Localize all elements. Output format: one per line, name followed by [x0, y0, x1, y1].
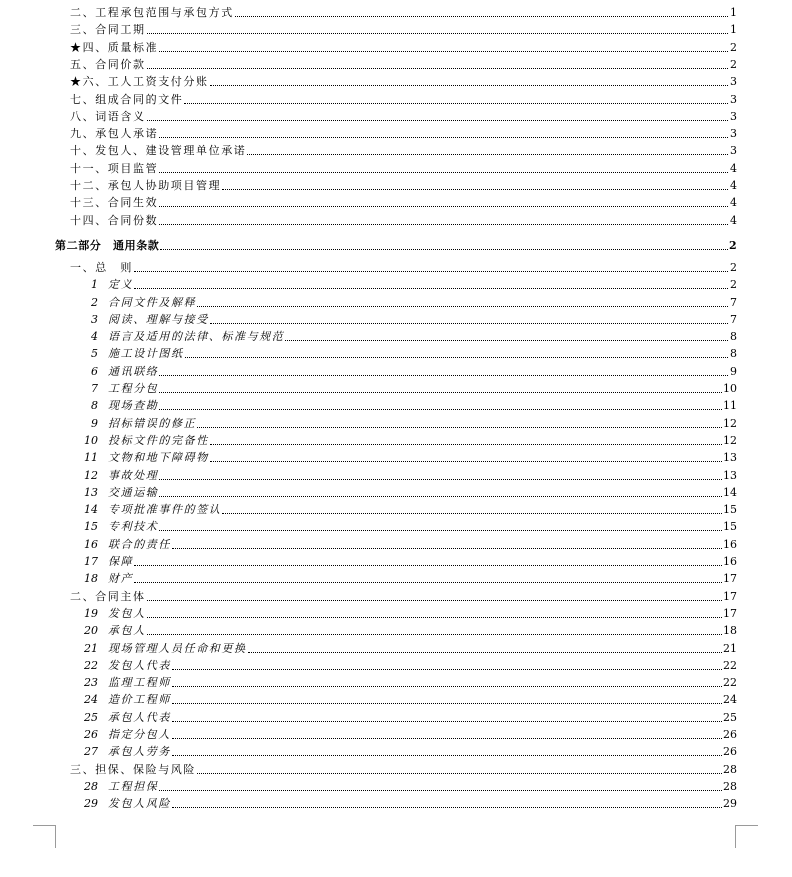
toc-clause-title: 财产	[108, 572, 134, 586]
toc-page-number: 8	[730, 330, 737, 344]
toc-entry-label: 十、发包人、建设管理单位承诺	[70, 144, 247, 158]
dot-leader	[159, 205, 728, 207]
toc-clause-number: 14	[84, 503, 98, 517]
toc-section-entry[interactable]	[70, 91, 737, 106]
toc-page-number: 4	[730, 213, 737, 227]
toc-page-number: 17	[723, 572, 737, 586]
toc-clause-number: 2	[91, 295, 98, 309]
toc-section-entry[interactable]	[70, 177, 737, 192]
toc-entry-label: 二、合同主体	[70, 589, 146, 603]
toc-entry-label	[76, 434, 209, 447]
dot-leader	[159, 223, 728, 225]
dot-leader	[160, 248, 728, 250]
toc-entry-label: 第二部分 通用条款	[55, 238, 160, 252]
dot-leader	[159, 529, 722, 531]
dot-leader	[134, 564, 722, 566]
toc-clause-entry[interactable]	[76, 380, 737, 395]
toc-clause-title: 承包人	[108, 624, 146, 638]
dot-leader	[159, 136, 728, 138]
toc-clause-entry[interactable]	[76, 501, 737, 516]
toc-page-number: 26	[723, 745, 737, 759]
toc-page-number: 10	[723, 382, 737, 395]
dot-leader	[210, 84, 728, 86]
toc-entry-label	[76, 330, 284, 343]
toc-clause-number: 10	[84, 433, 98, 447]
toc-page-number: 16	[723, 555, 737, 568]
dot-leader	[210, 322, 728, 324]
toc-clause-entry[interactable]	[76, 570, 737, 585]
dot-leader	[172, 685, 722, 687]
dot-leader	[285, 339, 728, 341]
toc-clause-title: 发包人风险	[108, 797, 171, 811]
toc-chapter-entry[interactable]	[70, 259, 737, 274]
toc-clause-entry[interactable]	[76, 674, 737, 689]
toc-clause-entry[interactable]	[76, 743, 737, 758]
toc-entry-label: 一、总 则	[70, 260, 133, 274]
toc-page-number: 22	[723, 676, 737, 690]
toc-page-number: 2	[728, 238, 737, 252]
toc-clause-entry[interactable]	[76, 795, 737, 810]
toc-page-number: 2	[730, 278, 737, 292]
toc-page-number: 11	[723, 399, 737, 413]
toc-clause-entry[interactable]	[76, 726, 737, 741]
toc-clause-number: 27	[84, 745, 98, 759]
toc-clause-entry[interactable]	[76, 415, 737, 430]
toc-clause-title: 文物和地下障碍物	[108, 451, 209, 465]
toc-clause-title: 语言及适用的法律、标准与规范	[108, 330, 285, 344]
page-corner-mark-right	[735, 825, 758, 848]
toc-clause-title: 交通运输	[108, 485, 159, 499]
toc-clause-title: 指定分包人	[108, 728, 171, 741]
toc-entry-label: 十一、项目监管	[70, 161, 159, 175]
toc-clause-number: 23	[84, 676, 98, 690]
toc-page-number: 21	[723, 641, 737, 655]
dot-leader	[197, 772, 722, 774]
toc-clause-title: 发包人	[108, 606, 146, 620]
toc-clause-number: 22	[84, 658, 98, 672]
toc-clause-number: 7	[91, 382, 98, 395]
toc-clause-number: 8	[91, 399, 98, 413]
toc-entry-label	[76, 313, 209, 326]
toc-page-number: 3	[730, 144, 737, 158]
toc-page-number: 15	[723, 503, 737, 517]
toc-entry-label: 七、组成合同的文件	[70, 92, 184, 106]
toc-section-entry[interactable]	[70, 212, 737, 227]
dot-leader	[184, 102, 728, 104]
toc-entry-label	[76, 399, 158, 412]
dot-leader	[159, 50, 728, 52]
toc-entry-label	[76, 417, 196, 430]
dot-leader	[210, 460, 722, 462]
toc-clause-number: 4	[91, 330, 98, 344]
toc-clause-number: 6	[91, 364, 98, 378]
toc-clause-number: 5	[91, 347, 98, 361]
toc-clause-entry[interactable]	[76, 657, 737, 672]
toc-entry-label	[76, 451, 209, 464]
toc-clause-entry[interactable]	[76, 449, 737, 464]
toc-entry-label: 五、合同价款	[70, 57, 146, 71]
toc-entry-label: 八、词语含义	[70, 109, 146, 123]
toc-page-number: 3	[730, 109, 737, 123]
toc-section-entry[interactable]	[70, 4, 737, 19]
toc-clause-entry[interactable]	[76, 605, 737, 620]
toc-part-entry[interactable]	[55, 237, 737, 252]
toc-page-number: 14	[723, 485, 737, 499]
dot-leader	[185, 356, 728, 358]
toc-page-number: 13	[723, 451, 737, 465]
toc-entry-label	[76, 469, 158, 482]
toc-entry-label	[76, 642, 247, 655]
toc-page-number: 15	[723, 520, 737, 534]
dot-leader	[248, 651, 722, 653]
toc-clause-title: 工程分包	[108, 382, 159, 395]
toc-section-entry[interactable]	[70, 160, 737, 175]
toc-entry-label	[76, 780, 158, 793]
toc-clause-number: 17	[84, 555, 98, 568]
toc-clause-title: 投标文件的完备性	[108, 433, 209, 447]
toc-clause-title: 承包人劳务	[108, 745, 171, 759]
dot-leader	[172, 668, 722, 670]
toc-clause-entry[interactable]	[76, 432, 737, 447]
toc-entry-label	[76, 659, 171, 672]
dot-leader	[147, 599, 722, 601]
toc-page-number: 3	[730, 127, 737, 141]
toc-entry-label	[76, 572, 133, 585]
toc-clause-number: 21	[84, 641, 98, 655]
toc-clause-entry[interactable]	[76, 536, 737, 551]
toc-page-number: 16	[723, 537, 737, 551]
toc-page-number: 2	[730, 260, 737, 274]
toc-section-entry[interactable]	[70, 21, 737, 36]
toc-page-number: 13	[723, 468, 737, 482]
toc-entry-label	[76, 728, 171, 741]
toc-page-number: 25	[723, 710, 737, 724]
toc-clause-entry[interactable]	[76, 691, 737, 706]
toc-clause-title: 通讯联络	[108, 364, 159, 378]
dot-leader	[159, 789, 722, 791]
toc-entry-label	[76, 538, 171, 551]
dot-leader	[222, 188, 728, 190]
toc-page-number: 17	[723, 589, 737, 603]
toc-chapter-entry[interactable]	[70, 588, 737, 603]
dot-leader	[172, 547, 722, 549]
toc-clause-entry[interactable]	[76, 276, 737, 291]
dot-leader	[147, 633, 722, 635]
dot-leader	[235, 15, 728, 17]
toc-entry-label	[76, 278, 133, 291]
toc-page-number: 7	[730, 312, 737, 326]
toc-clause-title: 承包人代表	[108, 710, 171, 724]
toc-clause-entry[interactable]	[76, 622, 737, 637]
toc-clause-number: 16	[84, 537, 98, 551]
toc-clause-title: 专项批准事件的签认	[108, 503, 222, 517]
dot-leader	[159, 374, 728, 376]
toc-page-number: 24	[723, 693, 737, 707]
toc-clause-entry[interactable]	[76, 778, 737, 793]
dot-leader	[172, 806, 722, 808]
toc-entry-label	[76, 607, 146, 620]
toc-clause-title: 保障	[108, 555, 134, 568]
toc-page-number: 28	[723, 762, 737, 776]
toc-entry-label: 十四、合同份数	[70, 213, 159, 227]
toc-clause-number: 18	[84, 572, 98, 586]
toc-chapter-entry[interactable]	[70, 761, 737, 776]
toc-entry-label	[76, 711, 171, 724]
toc-entry-label	[76, 365, 158, 378]
toc-section-entry[interactable]	[70, 108, 737, 123]
dot-leader	[197, 426, 722, 428]
toc-entry-label: 十三、合同生效	[70, 196, 159, 210]
toc-clause-number: 9	[91, 416, 98, 430]
toc-page-number: 9	[730, 364, 737, 378]
toc-clause-entry[interactable]	[76, 518, 737, 533]
dot-leader	[147, 119, 728, 121]
toc-clause-title: 事故处理	[108, 468, 159, 482]
toc-entry-label	[76, 296, 196, 309]
toc-clause-title: 专利技术	[108, 520, 159, 534]
toc-clause-number: 11	[84, 451, 98, 465]
toc-page-number: 18	[723, 624, 737, 638]
toc-page-number: 28	[723, 779, 737, 793]
toc-section-entry[interactable]	[70, 73, 737, 88]
toc-clause-title: 造价工程师	[108, 693, 171, 707]
toc-clause-number: 20	[84, 624, 98, 638]
toc-entry-label: 三、合同工期	[70, 23, 146, 37]
toc-clause-title: 施工设计图纸	[108, 347, 184, 361]
dot-leader	[134, 270, 728, 272]
toc-entry-label: ★六、工人工资支付分账	[70, 75, 209, 89]
dot-leader	[172, 720, 722, 722]
page-corner-mark-left	[33, 825, 56, 848]
toc-clause-entry[interactable]	[76, 363, 737, 378]
toc-clause-number: 26	[84, 728, 98, 741]
toc-entry-label	[76, 503, 221, 516]
toc-clause-title: 现场查勘	[108, 399, 159, 413]
toc-clause-entry[interactable]	[76, 467, 737, 482]
dot-leader	[222, 512, 722, 514]
toc-section-entry[interactable]	[70, 194, 737, 209]
toc-clause-title: 监理工程师	[108, 676, 171, 690]
toc-page-number: 3	[730, 92, 737, 106]
dot-leader	[159, 478, 722, 480]
toc-clause-number: 19	[84, 606, 98, 620]
dot-leader	[147, 32, 728, 34]
toc-clause-entry[interactable]	[76, 484, 737, 499]
toc-clause-title: 现场管理人员任命和更换	[108, 641, 247, 655]
toc-clause-title: 工程担保	[108, 779, 159, 793]
toc-page-number: 4	[730, 161, 737, 175]
toc-clause-number: 25	[84, 710, 98, 724]
toc-page-number: 7	[730, 295, 737, 309]
toc-entry-label	[76, 520, 158, 533]
dot-leader	[172, 737, 722, 739]
toc-entry-label	[76, 624, 146, 637]
toc-clause-title: 发包人代表	[108, 658, 171, 672]
toc-clause-number: 24	[84, 693, 98, 707]
toc-page-number: 22	[723, 658, 737, 672]
toc-clause-number: 29	[84, 797, 98, 811]
toc-entry-label: ★四、质量标准	[70, 40, 159, 54]
toc-clause-number: 12	[84, 468, 98, 482]
toc-entry-label: 三、担保、保险与风险	[70, 762, 196, 776]
toc-clause-entry[interactable]	[76, 345, 737, 360]
dot-leader	[172, 754, 722, 756]
dot-leader	[147, 616, 722, 618]
toc-entry-label	[76, 676, 171, 689]
toc-entry-label	[76, 486, 158, 499]
dot-leader	[172, 702, 722, 704]
toc-clause-number: 1	[91, 278, 98, 292]
toc-page-number: 2	[730, 40, 737, 54]
toc-clause-title: 合同文件及解释	[108, 295, 197, 309]
toc-entry-label	[76, 745, 171, 758]
dot-leader	[159, 408, 722, 410]
toc-clause-title: 联合的责任	[108, 537, 171, 551]
toc-clause-number: 13	[84, 485, 98, 499]
toc-page-number: 1	[730, 6, 737, 19]
toc-page-number: 4	[730, 196, 737, 210]
toc-clause-entry[interactable]	[76, 640, 737, 655]
toc-clause-number: 28	[84, 779, 98, 793]
dot-leader	[247, 153, 728, 155]
toc-page-number: 8	[730, 347, 737, 361]
toc-clause-entry[interactable]	[76, 397, 737, 412]
toc-page-number: 17	[723, 606, 737, 620]
dot-leader	[159, 171, 728, 173]
toc-clause-title: 招标错误的修正	[108, 416, 197, 430]
toc-entry-label	[76, 693, 171, 706]
toc-page-number: 3	[730, 75, 737, 89]
toc-entry-label	[76, 347, 184, 360]
toc-clause-number: 15	[84, 520, 98, 534]
toc-clause-entry[interactable]	[76, 311, 737, 326]
toc-page-number: 1	[730, 23, 737, 37]
dot-leader	[159, 391, 722, 393]
toc-entry-label: 二、工程承包范围与承包方式	[70, 6, 234, 19]
toc-entry-label: 十二、承包人协助项目管理	[70, 179, 222, 192]
toc-clause-number: 3	[91, 312, 98, 326]
toc-page-number: 4	[730, 179, 737, 192]
toc-page-number: 12	[723, 416, 737, 430]
dot-leader	[134, 287, 728, 289]
dot-leader	[134, 581, 722, 583]
toc-entry-label	[76, 797, 171, 810]
toc-clause-title: 阅读、理解与接受	[108, 312, 209, 326]
toc-clause-entry[interactable]	[76, 709, 737, 724]
toc-entry-label	[76, 382, 158, 395]
toc-section-entry[interactable]	[70, 142, 737, 157]
toc-clause-title: 定义	[108, 278, 134, 292]
dot-leader	[197, 305, 728, 307]
toc-clause-entry[interactable]	[76, 553, 737, 568]
toc-clause-entry[interactable]	[76, 294, 737, 309]
toc-clause-entry[interactable]	[76, 328, 737, 343]
toc-section-entry[interactable]	[70, 56, 737, 71]
dot-leader	[210, 443, 722, 445]
toc-entry-label	[76, 555, 133, 568]
toc-page-number: 29	[723, 797, 737, 811]
toc-page-number: 26	[723, 728, 737, 741]
toc-entry-label: 九、承包人承诺	[70, 127, 159, 141]
dot-leader	[159, 495, 722, 497]
toc-page-number: 12	[723, 433, 737, 447]
toc-section-entry[interactable]	[70, 39, 737, 54]
toc-page-number: 2	[730, 57, 737, 71]
dot-leader	[147, 67, 728, 69]
toc-section-entry[interactable]	[70, 125, 737, 140]
